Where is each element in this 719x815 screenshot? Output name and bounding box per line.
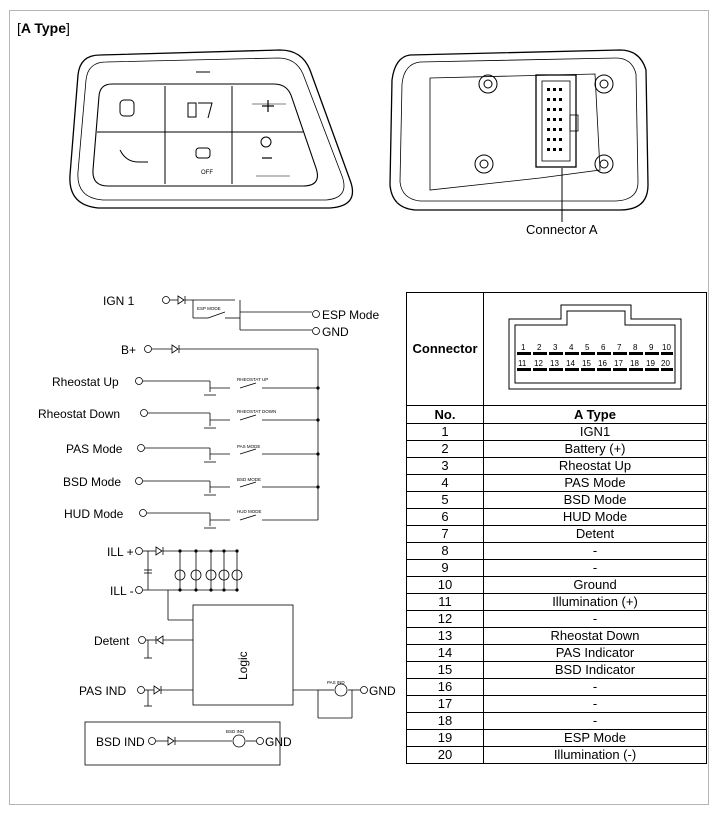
pin-function-cell: IGN1	[484, 424, 707, 441]
table-row	[407, 679, 707, 696]
pin-label-19: 19	[646, 359, 655, 368]
table-row	[407, 611, 707, 628]
column-header-type: A Type	[484, 406, 707, 424]
pin-function-cell: PAS Indicator	[484, 645, 707, 662]
signal-gnd-top: GND	[322, 325, 349, 339]
signal-b-plus: B+	[121, 343, 137, 357]
pin-function-cell: ESP Mode	[484, 730, 707, 747]
signal-pas-ind: PAS IND	[79, 684, 127, 698]
pin-label-15: 15	[582, 359, 591, 368]
pin-function-cell: Ground	[484, 577, 707, 594]
pin-label-9: 9	[649, 343, 654, 352]
pin-number-cell: 4	[407, 475, 484, 492]
connector-face-drawing	[495, 297, 695, 397]
connector-pin-table	[406, 292, 707, 764]
rear-connector-pins	[547, 88, 562, 151]
bsd-ind-lamp-label: BSD IND	[226, 729, 245, 734]
schematic-wiring	[85, 296, 368, 765]
table-row	[407, 577, 707, 594]
table-row	[407, 628, 707, 645]
pin-number-cell: 8	[407, 543, 484, 560]
pin-function-cell: HUD Mode	[484, 509, 707, 526]
connector-face-cell	[484, 293, 707, 406]
pin-label-4: 4	[569, 343, 574, 352]
pin-number-cell: 3	[407, 458, 484, 475]
pin-label-11: 11	[518, 359, 527, 368]
pin-number-cell: 12	[407, 611, 484, 628]
pin-function-cell: -	[484, 560, 707, 577]
pin-label-6: 6	[601, 343, 606, 352]
pin-label-17: 17	[614, 359, 623, 368]
table-row	[407, 509, 707, 526]
pin-number-cell: 13	[407, 628, 484, 645]
pin-number-cell: 1	[407, 424, 484, 441]
pin-function-cell: -	[484, 696, 707, 713]
pin-label-18: 18	[630, 359, 639, 368]
signal-rheostat-down: Rheostat Down	[38, 407, 121, 421]
pin-function-cell: Rheostat Up	[484, 458, 707, 475]
pin-function-cell: -	[484, 611, 707, 628]
pin-label-10: 10	[662, 343, 671, 352]
pin-number-cell: 15	[407, 662, 484, 679]
table-row	[407, 492, 707, 509]
pin-label-5: 5	[585, 343, 590, 352]
pin-function-cell: Illumination (-)	[484, 747, 707, 764]
pin-function-cell: BSD Mode	[484, 492, 707, 509]
pin-number-cell: 9	[407, 560, 484, 577]
table-row	[407, 662, 707, 679]
type-title: [A Type]	[17, 20, 70, 36]
pin-number-cell: 18	[407, 713, 484, 730]
pin-function-cell: Detent	[484, 526, 707, 543]
pin-label-12: 12	[534, 359, 543, 368]
pin-label-8: 8	[633, 343, 638, 352]
pin-rows	[407, 424, 707, 764]
table-row	[407, 458, 707, 475]
signal-bsd-mode: BSD Mode	[63, 475, 122, 489]
signal-ign1: IGN 1	[103, 294, 135, 308]
pin-number-cell: 10	[407, 577, 484, 594]
table-row	[407, 543, 707, 560]
table-row	[407, 594, 707, 611]
hud-mode-switch-label: HUD MODE	[237, 509, 262, 514]
pin-label-3: 3	[553, 343, 558, 352]
logic-block-label: Logic	[236, 651, 250, 680]
signal-ill-plus: ILL +	[107, 545, 134, 559]
pin-number-cell: 2	[407, 441, 484, 458]
rheostat-down-switch-label: RHEOSTAT DOWN	[237, 409, 277, 414]
pin-label-16: 16	[598, 359, 607, 368]
pin-function-cell: -	[484, 679, 707, 696]
table-row	[407, 560, 707, 577]
table-row	[407, 424, 707, 441]
pin-function-cell: -	[484, 713, 707, 730]
pin-function-cell: PAS Mode	[484, 475, 707, 492]
signal-rheostat-up: Rheostat Up	[52, 375, 119, 389]
pin-label-13: 13	[550, 359, 559, 368]
connector-header: Connector	[407, 293, 484, 406]
pin-function-cell: BSD Indicator	[484, 662, 707, 679]
signal-gnd-bsd: GND	[265, 735, 292, 749]
pin-number-cell: 17	[407, 696, 484, 713]
connector-a-caption: Connector A	[526, 222, 598, 237]
pin-label-14: 14	[566, 359, 575, 368]
column-header-no: No.	[407, 406, 484, 424]
off-icon-label: OFF	[201, 170, 213, 176]
table-row	[407, 696, 707, 713]
pas-ind-lamp-label: PAS IND	[327, 680, 345, 685]
table-row	[407, 713, 707, 730]
signal-pas-mode: PAS Mode	[66, 442, 123, 456]
table-row	[407, 730, 707, 747]
pin-function-cell: Battery (+)	[484, 441, 707, 458]
signal-bsd-ind: BSD IND	[96, 735, 145, 749]
table-row	[407, 747, 707, 764]
signal-esp-mode: ESP Mode	[322, 308, 380, 322]
signal-gnd-pas: GND	[369, 684, 396, 698]
signal-hud-mode: HUD Mode	[64, 507, 124, 521]
table-row	[407, 645, 707, 662]
pin-number-cell: 20	[407, 747, 484, 764]
pin-function-cell: -	[484, 543, 707, 560]
rheostat-up-switch-label: RHEOSTAT UP	[237, 377, 269, 382]
pin-number-cell: 11	[407, 594, 484, 611]
esp-mode-switch-label: ESP MODE	[197, 306, 221, 311]
pin-number-cell: 6	[407, 509, 484, 526]
table-row	[407, 441, 707, 458]
pas-mode-switch-label: PAS MODE	[237, 444, 261, 449]
pin-number-cell: 7	[407, 526, 484, 543]
signal-ill-minus: ILL -	[110, 584, 134, 598]
pin-number-cell: 14	[407, 645, 484, 662]
table-row	[407, 526, 707, 543]
switch-rear-view	[390, 50, 648, 222]
pin-number-cell: 16	[407, 679, 484, 696]
pin-number-cell: 19	[407, 730, 484, 747]
switch-front-view	[70, 50, 353, 208]
pin-label-1: 1	[521, 343, 526, 352]
pin-label-2: 2	[537, 343, 542, 352]
pin-function-cell: Rheostat Down	[484, 628, 707, 645]
pin-number-cell: 5	[407, 492, 484, 509]
table-row	[407, 475, 707, 492]
signal-detent: Detent	[94, 634, 130, 648]
pin-function-cell: Illumination (+)	[484, 594, 707, 611]
bsd-mode-switch-label: BSD MODE	[237, 477, 262, 482]
pin-label-20: 20	[661, 359, 670, 368]
pin-label-7: 7	[617, 343, 622, 352]
